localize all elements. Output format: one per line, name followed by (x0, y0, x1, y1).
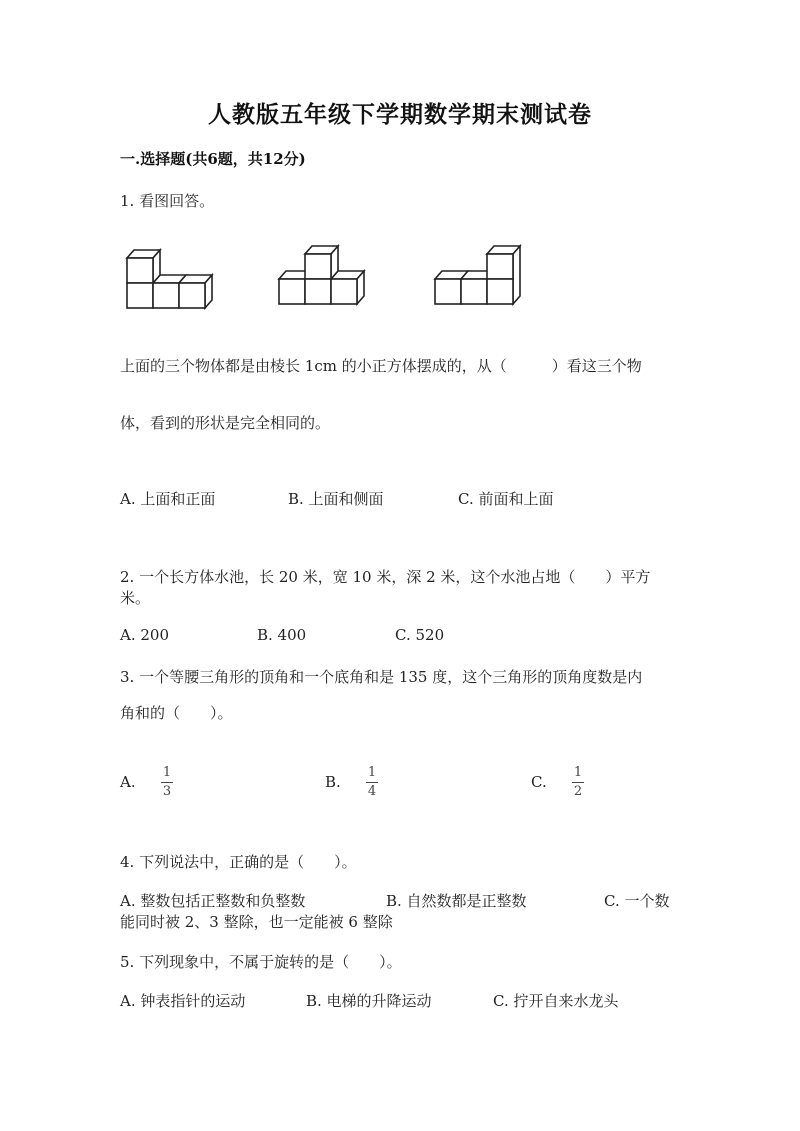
fraction-numerator: 1 (573, 765, 583, 780)
q4-stem: 4. 下列说法中，正确的是（ ）。 (120, 853, 357, 871)
q3-line2: 角和的（ ）。 (120, 704, 233, 722)
q3-option-b-fraction[interactable] (364, 765, 380, 799)
q1-option-b[interactable]: B. 上面和侧面 (288, 490, 384, 508)
q1-option-c[interactable]: C. 前面和上面 (458, 490, 554, 508)
q5-option-c[interactable]: C. 拧开自来水龙头 (493, 992, 619, 1010)
fraction-bar (366, 782, 378, 783)
fraction-bar (572, 782, 584, 783)
q1-option-a[interactable]: A. 上面和正面 (120, 490, 216, 508)
q2-line2: 米。 (120, 589, 151, 607)
q1-text-line2: 体，看到的形状是完全相同的。 (120, 414, 331, 432)
q3-option-a-label[interactable]: A. (120, 773, 136, 791)
q5-option-b[interactable]: B. 电梯的升降运动 (306, 992, 432, 1010)
fraction-bar (161, 782, 173, 783)
q3-option-a-fraction[interactable] (159, 765, 175, 799)
section-heading: 一.选择题(共6题，共12分) (120, 150, 306, 168)
q2-option-a[interactable]: A. 200 (120, 626, 169, 644)
fraction-numerator: 1 (162, 765, 172, 780)
q2-option-b[interactable]: B. 400 (257, 626, 307, 644)
q4-option-c[interactable]: C. 一个数 (604, 892, 670, 910)
fraction-numerator: 1 (367, 765, 377, 780)
page-title: 人教版五年级下学期数学期末测试卷 (208, 101, 592, 128)
q1-text-line1: 上面的三个物体都是由棱长 1cm 的小正方体摆成的，从（ ）看这三个物 (120, 357, 642, 375)
cube-stack-figure-2-icon (272, 236, 372, 316)
q2-option-c[interactable]: C. 520 (395, 626, 445, 644)
q3-line1: 3. 一个等腰三角形的顶角和一个底角和是 135 度，这个三角形的顶角度数是内 (120, 668, 643, 686)
q3-option-c-fraction[interactable] (570, 765, 586, 799)
q2-line1: 2. 一个长方体水池，长 20 米，宽 10 米，深 2 米，这个水池占地（ ）平方 (120, 568, 651, 586)
q4-option-b[interactable]: B. 自然数都是正整数 (386, 892, 527, 910)
fraction-denominator: 3 (162, 784, 172, 799)
fraction-denominator: 4 (367, 784, 377, 799)
cube-stack-figure-3-icon (430, 236, 530, 316)
q3-option-c-label[interactable]: C. (531, 773, 547, 791)
q4-option-c-continued[interactable]: 能同时被 2、3 整除，也一定能被 6 整除 (120, 913, 393, 931)
q4-option-a[interactable]: A. 整数包括正整数和负整数 (120, 892, 306, 910)
q1-figures (120, 236, 540, 316)
q5-stem: 5. 下列现象中，不属于旋转的是（ ）。 (120, 953, 402, 971)
q1-stem: 1. 看图回答。 (120, 192, 215, 210)
q5-option-a[interactable]: A. 钟表指针的运动 (120, 992, 246, 1010)
cube-stack-figure-1-icon (120, 236, 220, 316)
fraction-denominator: 2 (573, 784, 583, 799)
q3-option-b-label[interactable]: B. (325, 773, 341, 791)
